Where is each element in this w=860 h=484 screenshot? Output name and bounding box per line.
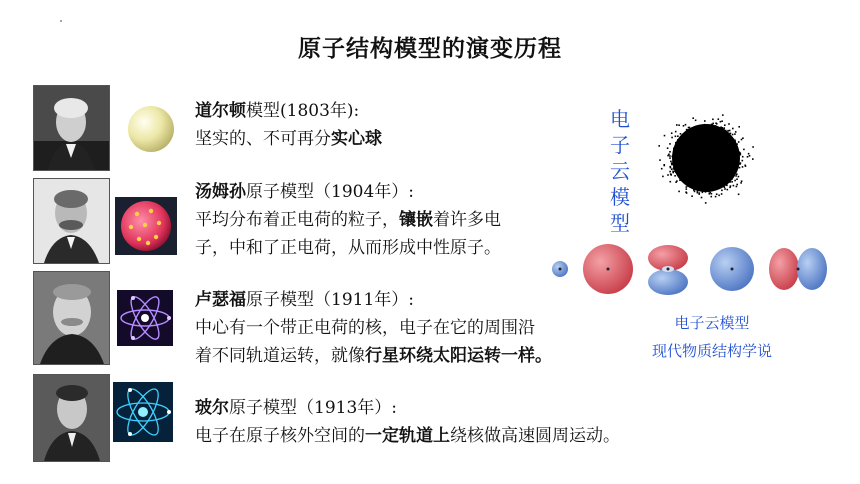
emphasis-planet-orbit: 行星环绕太阳运转一样。	[365, 346, 552, 366]
electron-cloud-vertical-label: 电 子 云 模 型	[610, 107, 630, 235]
dalton-name: 道尔顿	[195, 101, 246, 121]
thomson-description: 汤姆孙原子模型（1904年）: 平均分布着正电荷的粒子，镶嵌着许多电 子，中和了正电荷，从而形成中性原子。	[195, 182, 501, 258]
modern-theory-caption: 现代物质结构学说	[651, 342, 772, 360]
rutherford-name: 卢瑟福	[195, 290, 246, 310]
page-title: 原子结构模型的演变历程	[298, 36, 562, 62]
orbital-shapes-image	[548, 236, 838, 300]
emphasis-embedded: 镶嵌	[399, 210, 433, 230]
thomson-name: 汤姆孙	[195, 182, 246, 202]
plum-pudding-model-image	[115, 197, 177, 255]
bohr-name: 玻尔	[195, 398, 229, 418]
bohr-model-image	[113, 382, 173, 442]
p-orbital-split	[769, 248, 827, 290]
portrait-dalton	[33, 85, 110, 171]
decorative-dot	[60, 20, 62, 22]
electron-cloud-image	[636, 88, 776, 228]
rutherford-model-image	[117, 290, 173, 346]
emphasis-solid-ball: 实心球	[331, 129, 382, 149]
dalton-description: 道尔顿模型(1803年): 坚实的、不可再分实心球	[195, 101, 382, 149]
d-orbital	[648, 245, 688, 295]
electron-cloud-caption: 电子云模型	[674, 314, 750, 332]
rutherford-description: 卢瑟福原子模型（1911年）: 中心有一个带正电荷的核，电子在它的周围沿 着不同轨道运转，就像行星环绕太阳运转一样。	[195, 290, 552, 366]
solid-sphere-model-image	[126, 104, 176, 154]
portrait-thomson	[33, 178, 110, 264]
portrait-rutherford	[33, 271, 110, 365]
portrait-bohr	[33, 374, 110, 462]
emphasis-fixed-orbit: 一定轨道上	[365, 426, 450, 446]
bohr-description: 玻尔原子模型（1913年）: 电子在原子核外空间的一定轨道上绕核做高速圆周运动。	[195, 398, 620, 446]
